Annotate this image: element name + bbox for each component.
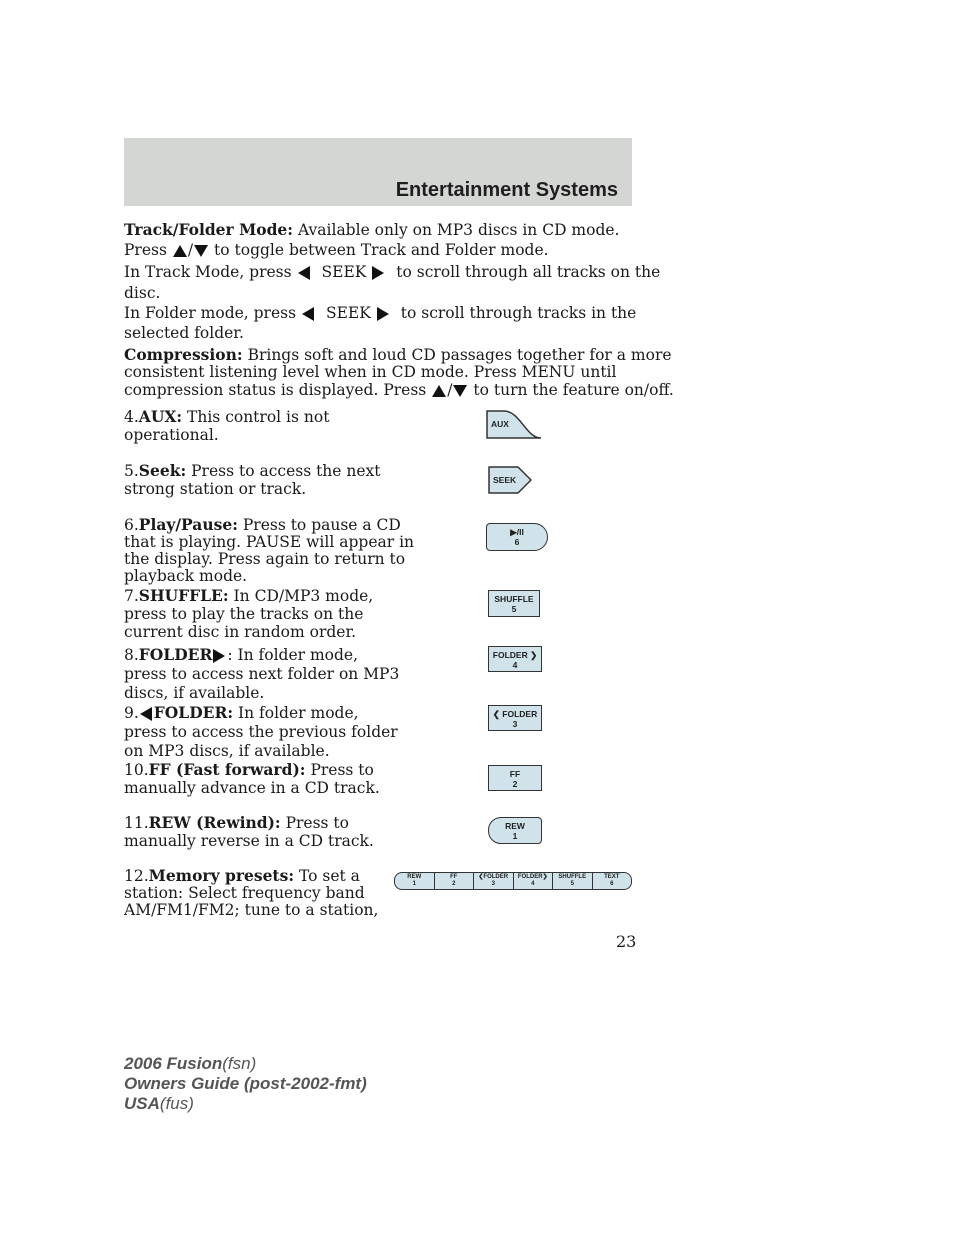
preset-strip-text bbox=[593, 873, 632, 889]
preset-number: 2 bbox=[512, 779, 518, 789]
item-text: In CD/MP3 mode, bbox=[233, 587, 374, 605]
item-text: In folder mode, bbox=[238, 704, 359, 722]
item-10 bbox=[124, 761, 380, 797]
item-text: on MP3 discs, if available. bbox=[124, 742, 330, 760]
preset-strip-ff bbox=[435, 873, 475, 889]
chevron-left-icon: ❮ bbox=[478, 874, 484, 880]
seek-text: SEEK bbox=[326, 304, 371, 322]
seek-button-label: SEEK bbox=[493, 475, 517, 485]
item-label: AUX: bbox=[138, 407, 183, 426]
seek-button bbox=[488, 466, 532, 494]
item-text: that is playing. PAUSE will appear in bbox=[124, 533, 415, 551]
folder-mode-pre: In Folder mode, press bbox=[124, 304, 297, 322]
preset-number: 6 bbox=[610, 881, 614, 887]
down-arrow-icon bbox=[194, 245, 208, 257]
preset-top-label: TEXT bbox=[604, 874, 620, 880]
slash-text: / bbox=[187, 241, 194, 259]
item-6 bbox=[124, 516, 414, 585]
shuffle-button bbox=[488, 590, 540, 617]
item-number: 11. bbox=[124, 814, 149, 832]
item-text: To set a bbox=[298, 867, 360, 885]
preset-number: 4 bbox=[531, 881, 535, 887]
seek-right-icon bbox=[372, 266, 384, 280]
footer-line1 bbox=[124, 1054, 367, 1074]
slash-text: / bbox=[447, 381, 453, 399]
folder-prev-button bbox=[488, 705, 542, 731]
item-number: 4. bbox=[124, 408, 139, 426]
item-label: FF (Fast forward): bbox=[148, 760, 306, 779]
track-mode-pre: In Track Mode, press bbox=[124, 263, 292, 281]
up-arrow-icon bbox=[173, 245, 187, 257]
seek-right-icon bbox=[377, 307, 389, 321]
track-mode-post: to scroll through all tracks on the bbox=[396, 263, 661, 281]
shuffle-label: SHUFFLE bbox=[494, 594, 534, 604]
play-pause-button bbox=[486, 523, 548, 551]
aux-button bbox=[486, 410, 542, 440]
track-folder-line1 bbox=[124, 221, 619, 239]
play-pause-icon: ▶/II bbox=[510, 527, 524, 537]
ff-label: FF bbox=[509, 769, 521, 779]
item-4 bbox=[124, 408, 329, 444]
preset-strip-folder-prev bbox=[474, 873, 514, 889]
item-text: Press to bbox=[285, 814, 349, 832]
track-mode-line1 bbox=[124, 263, 660, 281]
item-text: the display. Press again to return to bbox=[124, 550, 406, 568]
folder-prev-label: FOLDER bbox=[502, 709, 538, 719]
item-text: Press to pause a CD bbox=[242, 516, 401, 534]
item-5 bbox=[124, 462, 381, 498]
item-text: playback mode. bbox=[124, 567, 248, 585]
item-label: Seek: bbox=[138, 461, 187, 480]
track-folder-line2 bbox=[124, 241, 549, 259]
folder-mode-post: to scroll through tracks in the bbox=[400, 304, 637, 322]
right-arrow-icon bbox=[213, 649, 225, 663]
footer bbox=[124, 1054, 367, 1114]
item-text: : In folder mode, bbox=[227, 646, 359, 664]
compression-text3b: to turn the feature on/off. bbox=[473, 381, 674, 399]
preset-number: 4 bbox=[512, 660, 518, 670]
folder-next-label: FOLDER bbox=[492, 650, 528, 660]
compression-label: Compression: bbox=[124, 345, 243, 364]
preset-strip-shuffle bbox=[553, 873, 593, 889]
folder-next-button bbox=[488, 646, 542, 672]
preset-number: 3 bbox=[512, 719, 518, 729]
item-text: discs, if available. bbox=[124, 684, 265, 702]
up-arrow-icon bbox=[432, 385, 446, 397]
preset-number: 3 bbox=[491, 881, 495, 887]
item-number: 12. bbox=[124, 867, 149, 885]
section-title: Entertainment Systems bbox=[395, 179, 618, 201]
chevron-left-icon: ❮ bbox=[492, 709, 503, 719]
folder-mode-line2: selected folder. bbox=[124, 324, 244, 342]
preset-number: 6 bbox=[514, 537, 520, 547]
seek-left-icon bbox=[302, 307, 314, 321]
rew-label: REW bbox=[505, 821, 525, 831]
footer-guide: Owners Guide (post-2002-fmt) bbox=[124, 1074, 367, 1093]
item-7 bbox=[124, 587, 373, 641]
item-text: press to access the previous folder bbox=[124, 723, 398, 741]
preset-number: 5 bbox=[570, 881, 574, 887]
item-text: operational. bbox=[124, 426, 219, 444]
preset-strip-rew bbox=[395, 873, 435, 889]
preset-number: 1 bbox=[512, 831, 518, 841]
compression-line3 bbox=[124, 381, 674, 399]
footer-model: 2006 Fusion bbox=[124, 1054, 223, 1073]
item-text: Press to bbox=[310, 761, 374, 779]
track-mode-line2: disc. bbox=[124, 284, 161, 302]
item-label: FOLDER: bbox=[153, 703, 234, 722]
item-12 bbox=[124, 867, 378, 919]
toggle-text: to toggle between Track and Folder mode. bbox=[214, 241, 549, 259]
item-text: current disc in random order. bbox=[124, 623, 357, 641]
footer-model-code: (fsn) bbox=[222, 1054, 257, 1073]
seek-left-icon bbox=[298, 266, 310, 280]
item-text: press to access next folder on MP3 bbox=[124, 665, 400, 683]
section-header-band bbox=[124, 138, 632, 206]
compression-line2: consistent listening level when in CD mode. Press MENU until bbox=[124, 363, 617, 381]
track-folder-label: Track/Folder Mode: bbox=[124, 220, 294, 239]
chevron-right-icon: ❯ bbox=[542, 874, 548, 880]
item-number: 10. bbox=[124, 761, 149, 779]
footer-region-code: (fus) bbox=[159, 1094, 194, 1113]
seek-text: SEEK bbox=[321, 263, 367, 281]
item-text: press to play the tracks on the bbox=[124, 605, 364, 623]
item-label: SHUFFLE: bbox=[138, 586, 229, 605]
preset-top-label: SHUFFLE bbox=[558, 874, 587, 880]
preset-strip bbox=[394, 872, 632, 890]
ff-button bbox=[488, 765, 542, 791]
item-text: strong station or track. bbox=[124, 480, 307, 498]
item-number: 8. bbox=[124, 646, 139, 664]
preset-number: 2 bbox=[452, 881, 456, 887]
preset-number: 1 bbox=[412, 881, 416, 887]
press-text: Press bbox=[124, 241, 167, 259]
item-text: This control is not bbox=[187, 408, 330, 426]
left-arrow-icon bbox=[140, 707, 152, 721]
down-arrow-icon bbox=[453, 385, 467, 397]
item-label: Play/Pause: bbox=[138, 515, 238, 534]
item-number: 9. bbox=[124, 704, 139, 722]
compression-text3a: compression status is displayed. Press bbox=[124, 381, 427, 399]
preset-top-label: REW bbox=[407, 874, 422, 880]
item-text: manually reverse in a CD track. bbox=[124, 832, 374, 850]
preset-top-label: FOLDER bbox=[483, 874, 509, 880]
item-number: 6. bbox=[124, 516, 139, 534]
preset-strip-folder-next bbox=[514, 873, 554, 889]
item-text: manually advance in a CD track. bbox=[124, 779, 380, 797]
preset-top-label: FOLDER bbox=[517, 874, 543, 880]
item-text: AM/FM1/FM2; tune to a station, bbox=[124, 901, 379, 919]
compression-line1 bbox=[124, 346, 672, 364]
aux-button-label: AUX bbox=[491, 419, 509, 429]
item-text: Press to access the next bbox=[191, 462, 381, 480]
compression-text1: Brings soft and loud CD passages together for a more bbox=[247, 346, 672, 364]
page-number: 23 bbox=[616, 932, 637, 951]
item-number: 7. bbox=[124, 587, 139, 605]
preset-top-label: FF bbox=[450, 874, 458, 880]
item-label: Memory presets: bbox=[148, 866, 295, 885]
item-label: REW (Rewind): bbox=[148, 813, 281, 832]
item-9 bbox=[124, 703, 398, 761]
footer-line3 bbox=[124, 1094, 367, 1114]
rew-button bbox=[488, 817, 542, 844]
track-folder-text: Available only on MP3 discs in CD mode. bbox=[297, 221, 620, 239]
item-number: 5. bbox=[124, 462, 139, 480]
item-11 bbox=[124, 814, 374, 850]
item-text: station: Select frequency band bbox=[124, 884, 365, 902]
footer-region: USA bbox=[124, 1094, 160, 1113]
folder-mode-line1 bbox=[124, 304, 636, 322]
item-label: FOLDER bbox=[138, 645, 213, 664]
chevron-right-icon: ❯ bbox=[527, 650, 538, 660]
item-8 bbox=[124, 645, 399, 703]
preset-number: 5 bbox=[511, 604, 517, 614]
